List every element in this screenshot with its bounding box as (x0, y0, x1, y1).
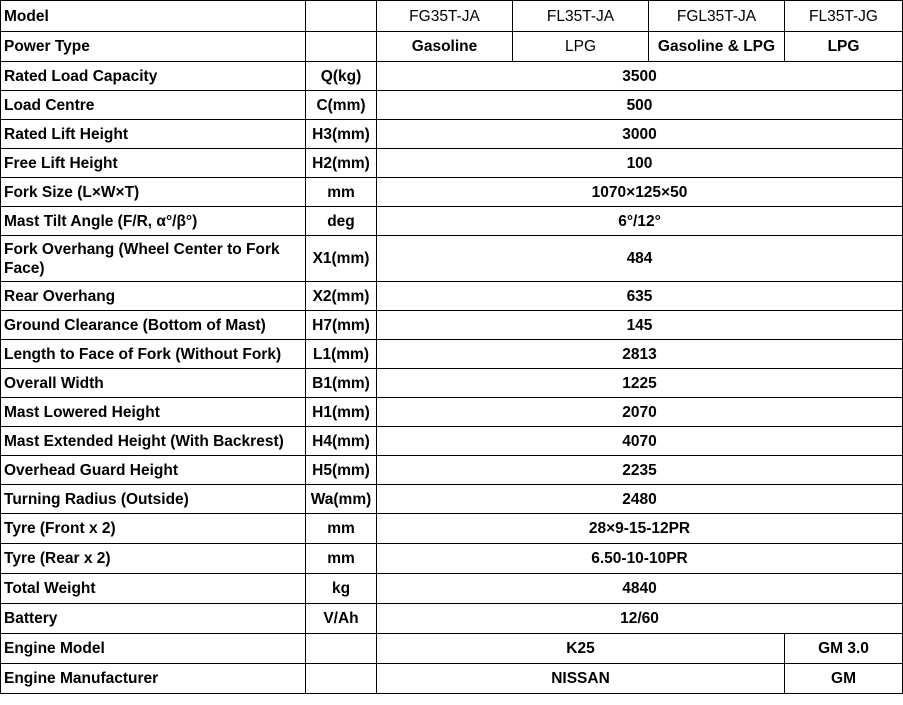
spec-label: Tyre (Rear x 2) (1, 544, 306, 574)
spec-row (1, 544, 903, 574)
spec-value: 1225 (377, 369, 903, 398)
power-type-value: LPG (513, 32, 649, 62)
model-name: FL35T-JA (513, 1, 649, 32)
spec-label: Rated Lift Height (1, 120, 306, 149)
spec-label: Length to Face of Fork (Without Fork) (1, 340, 306, 369)
spec-label: Overhead Guard Height (1, 456, 306, 485)
spec-value: 500 (377, 91, 903, 120)
engine-manufacturer-jg-value: GM (785, 664, 903, 694)
spec-value: 2480 (377, 485, 903, 514)
spec-row (1, 236, 903, 282)
spec-value: 2813 (377, 340, 903, 369)
spec-row (1, 178, 903, 207)
spec-row (1, 514, 903, 544)
power-type-label: Power Type (1, 32, 306, 62)
spec-row (1, 149, 903, 178)
engine-model-row (1, 634, 903, 664)
spec-unit: kg (306, 574, 377, 604)
spec-value: 4070 (377, 427, 903, 456)
spec-value: 4840 (377, 574, 903, 604)
spec-unit: H5(mm) (306, 456, 377, 485)
engine-manufacturer-label: Engine Manufacturer (1, 664, 306, 694)
spec-label: Fork Overhang (Wheel Center to Fork Face) (1, 236, 306, 282)
spec-label: Mast Extended Height (With Backrest) (1, 427, 306, 456)
spec-value: 12/60 (377, 604, 903, 634)
spec-value: 3500 (377, 62, 903, 91)
spec-label: Overall Width (1, 369, 306, 398)
spec-label: Tyre (Front x 2) (1, 514, 306, 544)
model-unit-cell (306, 1, 377, 32)
engine-model-label: Engine Model (1, 634, 306, 664)
spec-unit: mm (306, 178, 377, 207)
power-type-value: LPG (785, 32, 903, 62)
power-unit-cell (306, 32, 377, 62)
spec-row (1, 282, 903, 311)
spec-unit: V/Ah (306, 604, 377, 634)
spec-unit: Wa(mm) (306, 485, 377, 514)
spec-value: 635 (377, 282, 903, 311)
engine-manufacturer-value: NISSAN (377, 664, 785, 694)
spec-value: 3000 (377, 120, 903, 149)
spec-unit: H3(mm) (306, 120, 377, 149)
spec-value: 6.50-10-10PR (377, 544, 903, 574)
spec-value: 2235 (377, 456, 903, 485)
spec-row (1, 427, 903, 456)
spec-row (1, 340, 903, 369)
model-name: FG35T-JA (377, 1, 513, 32)
spec-unit: C(mm) (306, 91, 377, 120)
spec-unit: H2(mm) (306, 149, 377, 178)
spec-unit: mm (306, 514, 377, 544)
spec-row (1, 369, 903, 398)
spec-row (1, 604, 903, 634)
spec-value: 28×9-15-12PR (377, 514, 903, 544)
spec-label: Load Centre (1, 91, 306, 120)
model-name: FGL35T-JA (649, 1, 785, 32)
spec-value: 484 (377, 236, 903, 282)
spec-label: Battery (1, 604, 306, 634)
spec-row (1, 120, 903, 149)
spec-value: 1070×125×50 (377, 178, 903, 207)
spec-unit: mm (306, 544, 377, 574)
spec-label: Mast Tilt Angle (F/R, α°/β°) (1, 207, 306, 236)
spec-unit: X1(mm) (306, 236, 377, 282)
spec-unit: H1(mm) (306, 398, 377, 427)
engine-manufacturer-row (1, 664, 903, 694)
engine-model-unit-cell (306, 634, 377, 664)
spec-row (1, 91, 903, 120)
power-type-row (1, 32, 903, 62)
spec-row (1, 62, 903, 91)
spec-row (1, 574, 903, 604)
spec-row (1, 398, 903, 427)
spec-unit: X2(mm) (306, 282, 377, 311)
model-name: FL35T-JG (785, 1, 903, 32)
model-row (1, 1, 903, 32)
engine-model-jg-value: GM 3.0 (785, 634, 903, 664)
spec-unit: Q(kg) (306, 62, 377, 91)
spec-row (1, 456, 903, 485)
spec-unit: H4(mm) (306, 427, 377, 456)
power-type-value: Gasoline (377, 32, 513, 62)
spec-unit: L1(mm) (306, 340, 377, 369)
spec-label: Ground Clearance (Bottom of Mast) (1, 311, 306, 340)
spec-unit: deg (306, 207, 377, 236)
spec-value: 2070 (377, 398, 903, 427)
spec-label: Turning Radius (Outside) (1, 485, 306, 514)
spec-value: 6°/12° (377, 207, 903, 236)
spec-row (1, 485, 903, 514)
spec-value: 100 (377, 149, 903, 178)
engine-model-value: K25 (377, 634, 785, 664)
spec-value: 145 (377, 311, 903, 340)
spec-row (1, 207, 903, 236)
engine-manufacturer-unit-cell (306, 664, 377, 694)
spec-unit: H7(mm) (306, 311, 377, 340)
spec-label: Fork Size (L×W×T) (1, 178, 306, 207)
model-label: Model (1, 1, 306, 32)
spec-row (1, 311, 903, 340)
spec-label: Free Lift Height (1, 149, 306, 178)
spec-label: Rated Load Capacity (1, 62, 306, 91)
spec-label: Mast Lowered Height (1, 398, 306, 427)
spec-label: Rear Overhang (1, 282, 306, 311)
spec-label: Total Weight (1, 574, 306, 604)
power-type-value: Gasoline & LPG (649, 32, 785, 62)
spec-unit: B1(mm) (306, 369, 377, 398)
